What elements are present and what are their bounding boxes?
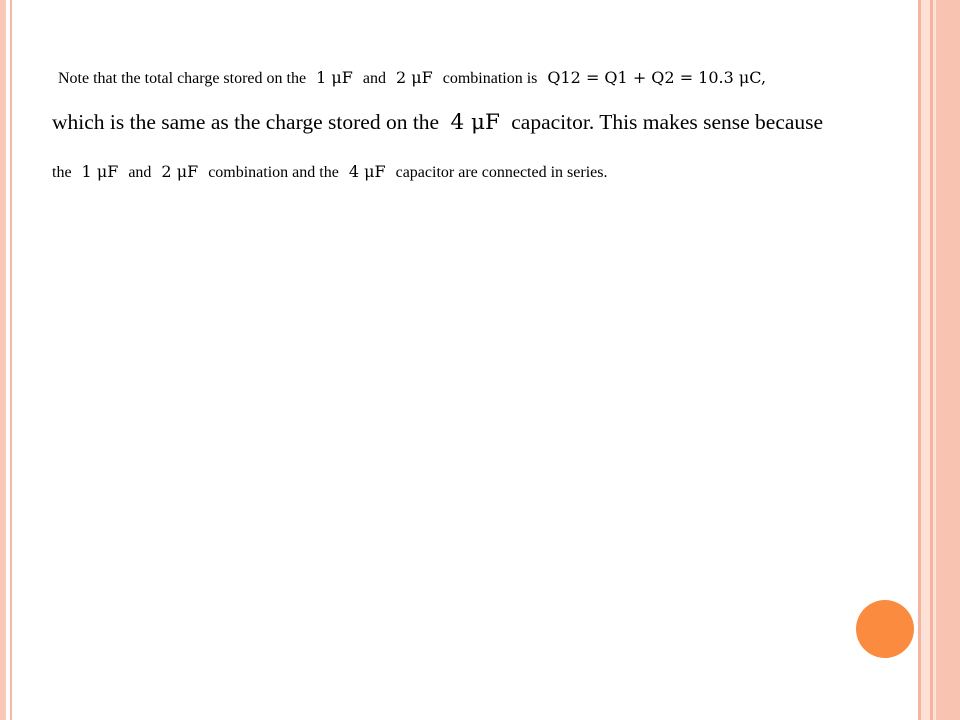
math-expression: 4 μF bbox=[450, 110, 500, 135]
orange-circle-decoration bbox=[856, 600, 914, 658]
text-fragment: Note that the total charge stored on the bbox=[58, 70, 307, 87]
right-stripe-decoration bbox=[936, 0, 960, 720]
left-border-line bbox=[10, 0, 12, 720]
text-fragment: capacitor are connected in series. bbox=[395, 164, 608, 181]
math-expression: 1 μF bbox=[316, 68, 353, 87]
math-expression: 2 μF bbox=[161, 162, 199, 181]
text-fragment: the bbox=[52, 164, 72, 181]
text-line-2 bbox=[52, 110, 823, 135]
text-line-1 bbox=[58, 68, 766, 88]
text-fragment: capacitor. This makes sense because bbox=[511, 110, 824, 134]
math-expression: 4 μF bbox=[348, 162, 386, 181]
math-equation: Q12 = Q1 + Q2 = 10.3 μC, bbox=[547, 68, 767, 87]
text-line-3 bbox=[52, 162, 607, 182]
math-expression: 2 μF bbox=[395, 68, 433, 87]
text-fragment: combination is bbox=[442, 70, 538, 87]
left-border-decoration bbox=[0, 0, 6, 720]
text-fragment: combination and the bbox=[208, 164, 339, 181]
text-fragment: and bbox=[362, 70, 386, 87]
text-fragment: and bbox=[128, 164, 152, 181]
math-expression: 1 μF bbox=[81, 162, 119, 181]
text-fragment: which is the same as the charge stored on the bbox=[52, 110, 440, 134]
right-stripe-decoration bbox=[921, 0, 930, 720]
